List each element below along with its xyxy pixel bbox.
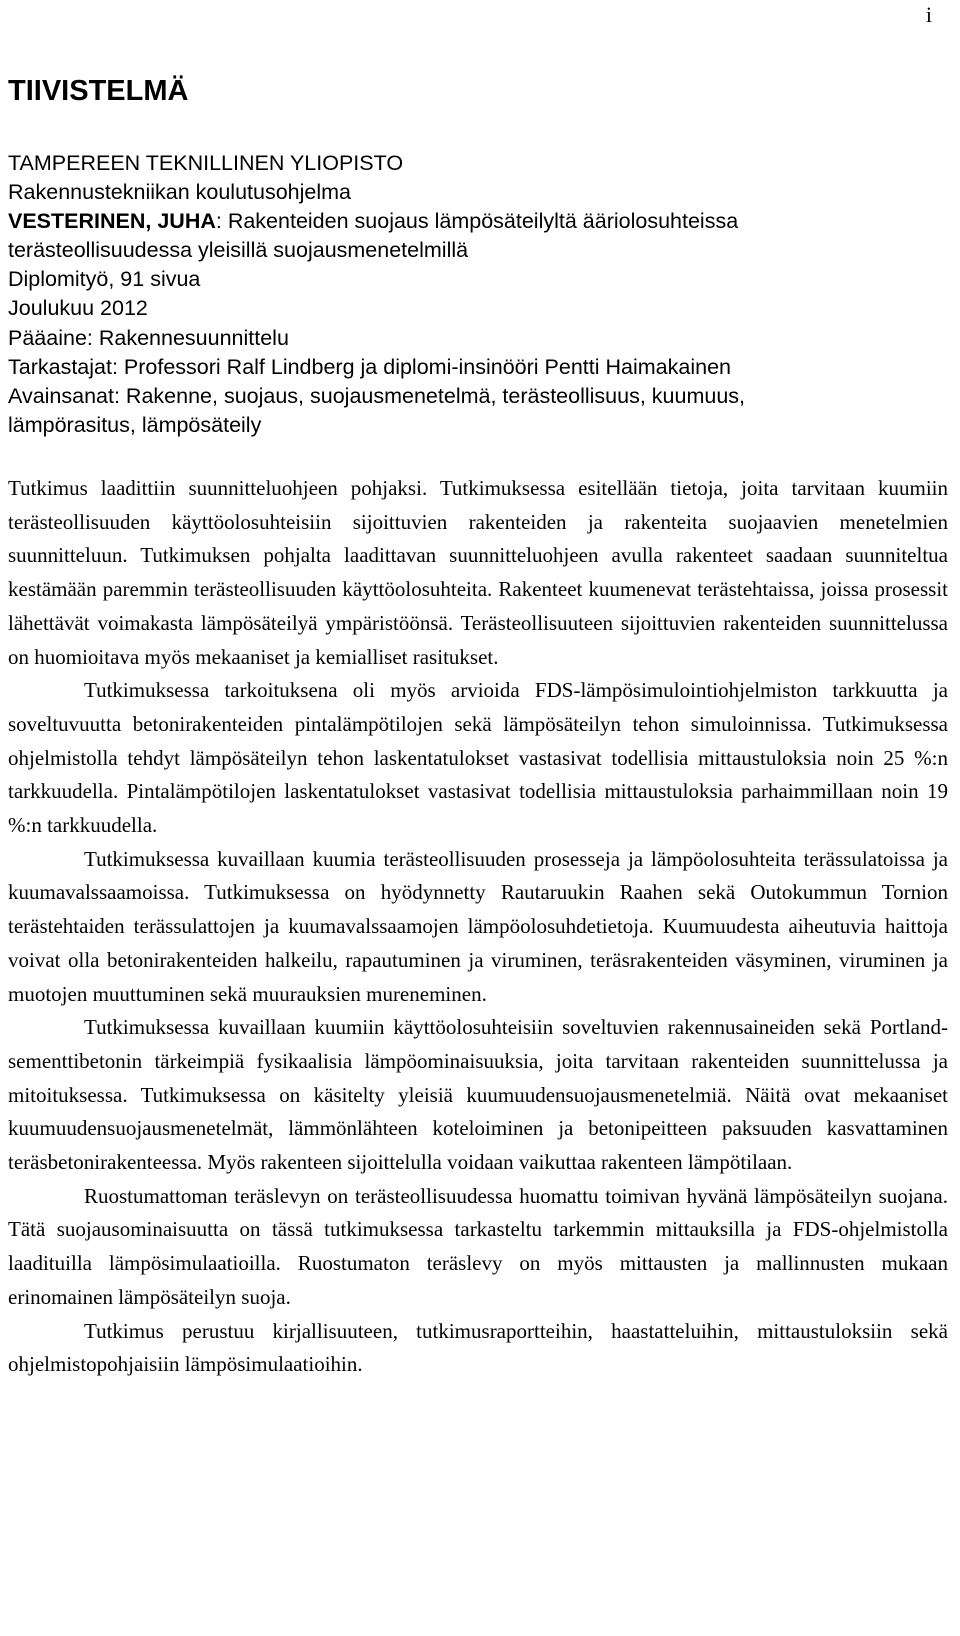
abstract-paragraph: Tutkimuksessa kuvaillaan kuumia terästeollisuuden prosesseja ja lämpöolosuhteita terässulatoissa ja kuumavalssaamoissa. Tutkimuksessa on hyödynnetty Rautaruukin Raahen sekä Outokummun Tornion terästehtaiden terässulattojen ja kuumavalssaamojen lämpöolosuhdetietoja. Kuumuudesta aiheutuvia haittoja voivat olla betonirakenteiden halkeilu, rapautuminen ja viruminen, teräsrakenteiden väsyminen, viruminen ja muotojen muuttuminen sekä muurauksien mureneminen. <box>8 846 948 1006</box>
major-subject: Pääaine: Rakennesuunnittelu <box>8 325 289 350</box>
abstract-paragraph: Tutkimus perustuu kirjallisuuteen, tutkimusraportteihin, haastatteluihin, mittaustuloksiin sekä ohjelmistopohjaisiin lämpösimulaatioihin. <box>8 1318 948 1377</box>
abstract-paragraph: Tutkimuksessa kuvaillaan kuumiin käyttöolosuhteisiin soveltuvien rakennusaineiden sekä Portland-sementtibetonin tärkeimpiä fysikaalisia lämpöominaisuuksia, joita tarvitaan rakenteiden suunnittelussa ja mitoituksessa. Tutkimuksessa on käsitelty yleisiä kuumuudensuojausmenetelmiä. Näitä ovat mekaaniset kuumuudensuojausmenetelmät, lämmönlähteen koteloiminen ja betonipeitteen paksuuden kasvattaminen teräsbetonirakenteessa. Myös rakenteen sijoittelulla voidaan vaikuttaa rakenteen lämpötilaan. <box>8 1015 948 1175</box>
degree-programme: Rakennustekniikan koulutusohjelma <box>8 180 352 205</box>
keywords-line-2: lämpörasitus, lämpösäteily <box>8 412 262 437</box>
abstract-title: TIIVISTELMÄ <box>8 75 189 107</box>
thesis-type: Diplomityö, 91 sivua <box>8 267 201 292</box>
abstract-paragraph: Tutkimus laadittiin suunnitteluohjeen pohjaksi. Tutkimuksessa esitellään tietoja, joita tarvitaan kuumiin terästeollisuuden käyttöolosuhteisiin sijoittuvien rakenteiden ja rakenteita suojaavien menetelmien suunnitteluun. Tutkimuksen pohjalta laadittavan suunnitteluohjeen avulla rakenteet saadaan suunniteltua kestämään paremmin terästeollisuuden käyttöolosuhteita. Rakenteet kuumenevat terästehtaissa, joissa prosessit lähettävät voimakasta lämpösäteilyä ympäristöönsä. Terästeollisuuteen sijoittuvien rakenteiden suunnittelussa on huomioitava myös mekaaniset ja kemialliset rasitukset. <box>8 476 948 669</box>
page-number: i <box>925 2 932 27</box>
abstract-body <box>8 472 948 1382</box>
abstract-paragraph: Ruostumattoman teräslevyn on terästeollisuudessa huomattu toimivan hyvänä lämpösäteilyn suojana. Tätä suojausominaisuutta on tässä tutkimuksessa tarkasteltu tarkemmin mittauksilla ja FDS-ohjelmistolla laadituilla lämpösimulaatioilla. Ruostumaton teräslevy on myös mittausten ja mallinnusten mukaan erinomainen lämpösäteilyn suoja. <box>8 1183 948 1309</box>
thesis-title-part-1: Rakenteiden suojaus lämpösäteilyltä ääriolosuhteissa <box>227 209 739 234</box>
thesis-metadata <box>8 149 948 440</box>
examiners: Tarkastajat: Professori Ralf Lindberg ja diplomi-insinööri Pentti Haimakainen <box>8 354 731 379</box>
abstract-paragraph: Tutkimuksessa tarkoituksena oli myös arvioida FDS-lämpösimulointiohjelmiston tarkkuutta ja soveltuvuutta betonirakenteiden pintalämpötilojen sekä lämpösäteilyn tehon simuloinnissa. Tutkimuksessa ohjelmistolla tehdyt lämpösäteilyn tehon laskentatulokset vastasivat todellisia mittaustuloksia noin 25 %:n tarkkuudella. Pintalämpötilojen laskentatulokset vastasivat todellisia mittaustuloksia parhaimmillaan noin 19 %:n tarkkuudella. <box>8 678 948 838</box>
thesis-title-part-2: terästeollisuudessa yleisillä suojausmenetelmillä <box>8 238 469 263</box>
university-name: TAMPEREEN TEKNILLINEN YLIOPISTO <box>8 151 404 175</box>
author-and-title-line: VESTERINEN, JUHA: Rakenteiden suojaus lämpösäteilyltä ääriolosuhteissa <box>8 209 739 234</box>
keywords-line-1: Avainsanat: Rakenne, suojaus, suojausmenetelmä, terästeollisuus, kuumuus, <box>8 383 745 408</box>
author-name: VESTERINEN, JUHA <box>8 209 216 234</box>
thesis-date: Joulukuu 2012 <box>8 296 148 321</box>
